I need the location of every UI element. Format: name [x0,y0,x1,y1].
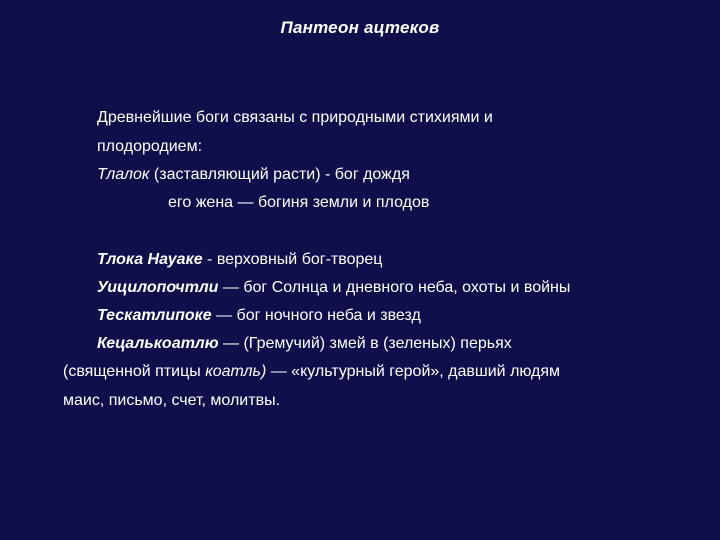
deity-desc-tloque: - верховный бог-творец [202,251,383,268]
text-line-9-start: (священной птицы [63,363,206,380]
deity-desc-quetzalcoatl: — (Гремучий) змей в (зеленых) перьях [218,335,512,352]
text-line-wife: его жена — богиня земли и плодов [168,194,430,211]
deity-name-huitzilopochtli: Уицилопочтли [97,279,219,296]
text-line-tloque [97,250,382,270]
slide-title: Пантеон ацтеков [280,18,440,37]
text-line-tlaloc [97,165,410,185]
deity-desc-tezcatlipoca: — бог ночного неба и звезд [211,307,421,324]
text-line-9-rest: — «культурный герой», давший людям [266,363,561,380]
deity-name-quetzalcoatl: Кецалькоатлю [97,335,219,352]
text-line-huitzilopochtli [97,278,570,298]
text-line-9-italic: коатль) [205,363,267,380]
text-line-1: Древнейшие боги связаны с природными стихиями и [97,109,493,126]
deity-name-tlaloc: Тлалок [97,166,150,183]
deity-desc-tlaloc: (заставляющий расти) - бог дождя [149,166,410,183]
text-line-quetzalcoatl [97,334,512,354]
text-line-tezcatlipoca [97,306,421,326]
text-line-2: плодородием: [97,138,203,155]
text-line-10: маис, письмо, счет, молитвы. [63,392,281,409]
deity-desc-huitzilopochtli: — бог Солнца и дневного неба, охоты и войны [218,279,571,296]
deity-name-tloque: Тлока Науаке [97,251,203,268]
deity-name-tezcatlipoca: Тескатлипоке [97,307,212,324]
text-line-9 [63,362,560,382]
